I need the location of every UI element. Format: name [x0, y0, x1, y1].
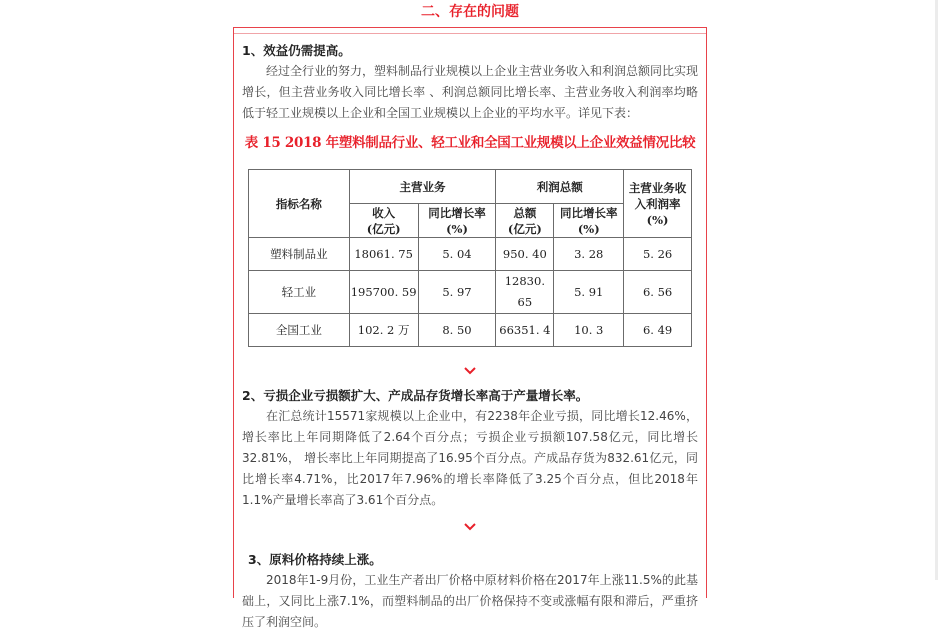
row-name: 塑料制品业	[249, 238, 350, 271]
section-3-heading: 3、原料价格持续上涨。	[248, 552, 382, 567]
section-2-heading: 2、亏损企业亏损额扩大、产成品存货增长率高于产量增长率。	[242, 388, 589, 403]
row-name: 全国工业	[249, 314, 350, 347]
benefit-comparison-table	[248, 169, 692, 347]
header-total-profit: 利润总额	[496, 170, 624, 204]
row-revenue: 18061. 75	[349, 238, 418, 271]
chevron-down-icon	[463, 365, 477, 375]
row-name: 轻工业	[249, 271, 350, 314]
header-profit	[496, 204, 554, 238]
header-revenue	[349, 204, 418, 238]
row-revenue-growth: 5. 97	[418, 271, 496, 314]
header-revenue-line2: (亿元)	[366, 221, 401, 236]
section-3-body: 2018年1-9月份，工业生产者出厂价格中原材料价格在2017年上涨11.5%的此基础上，又同比上涨7.1%，而塑料制品的出厂价格保持不变或涨幅有限和滞后，严重挤压了利润空间。	[242, 573, 698, 629]
table-caption: 表 15 2018 年塑料制品行业、轻工业和全国工业规模以上企业效益情况比较	[244, 135, 696, 151]
header-profit-margin	[624, 170, 692, 238]
row-margin: 6. 49	[624, 314, 692, 347]
header-profit-line2: (亿元)	[507, 221, 542, 236]
row-revenue: 102. 2 万	[349, 314, 418, 347]
row-revenue-growth: 8. 50	[418, 314, 496, 347]
table-row	[249, 314, 692, 347]
row-profit: 66351. 4	[496, 314, 554, 347]
content-body	[242, 40, 698, 633]
row-profit: 12830. 65	[496, 271, 554, 314]
header-profit-margin-line2: 入利润率	[634, 196, 681, 211]
content-box	[233, 27, 707, 629]
row-profit-growth: 3. 28	[554, 238, 624, 271]
section-1-body: 经过全行业的努力，塑料制品行业规模以上企业主营业务收入和利润总额同比实现增长，但主营业务收入同比增长率 、利润总额同比增长率、主营业务收入利润率均略低于轻工业规模以上企业和全国工业规模以上企业的平均水平。详见下表：	[242, 64, 699, 120]
box-top-divider	[234, 33, 706, 34]
header-name: 指标名称	[249, 170, 350, 238]
chevron-down-icon	[463, 521, 477, 531]
header-main-business: 主营业务	[349, 170, 496, 204]
section-2-body: 在汇总统计15571家规模以上企业中，有2238年企业亏损，同比增长12.46%，增长率比上年同期降低了2.64个百分点；亏损企业亏损额107.58亿元，同比增长32.81%， 增长率比上年同期提高了16.95个百分点。产成品存货为832.61亿元，同比增长率4.71%，比2017年7.96%的增长率降低了3.25个百分点，但比2018年1.1%产量增长率高了3.61个百分点。	[242, 409, 698, 507]
section-1-heading: 1、效益仍需提高。	[242, 43, 351, 58]
header-profit-line1: 总额	[513, 205, 537, 220]
header-profit-growth-line2: (%)	[577, 221, 600, 236]
table-row	[249, 271, 692, 314]
header-revenue-growth-line2: (%)	[446, 221, 468, 236]
header-profit-margin-line1: 主营业务收	[628, 180, 687, 195]
header-profit-growth	[554, 204, 624, 238]
row-margin: 5. 26	[624, 238, 692, 271]
divider-chevron-2	[242, 517, 698, 541]
row-revenue: 195700. 59	[349, 271, 418, 314]
row-profit: 950. 40	[496, 238, 554, 271]
header-revenue-growth	[418, 204, 496, 238]
table-row	[249, 238, 692, 271]
row-profit-growth: 10. 3	[554, 314, 624, 347]
section-title: 二、存在的问题	[421, 4, 519, 20]
divider-chevron-1	[242, 361, 698, 385]
header-profit-growth-line1: 同比增长率	[559, 205, 618, 220]
header-revenue-line1: 收入	[372, 205, 396, 220]
row-margin: 6. 56	[624, 271, 692, 314]
header-profit-margin-line3: (%)	[646, 212, 669, 227]
header-revenue-growth-line1: 同比增长率	[428, 205, 486, 220]
row-revenue-growth: 5. 04	[418, 238, 496, 271]
row-profit-growth: 5. 91	[554, 271, 624, 314]
